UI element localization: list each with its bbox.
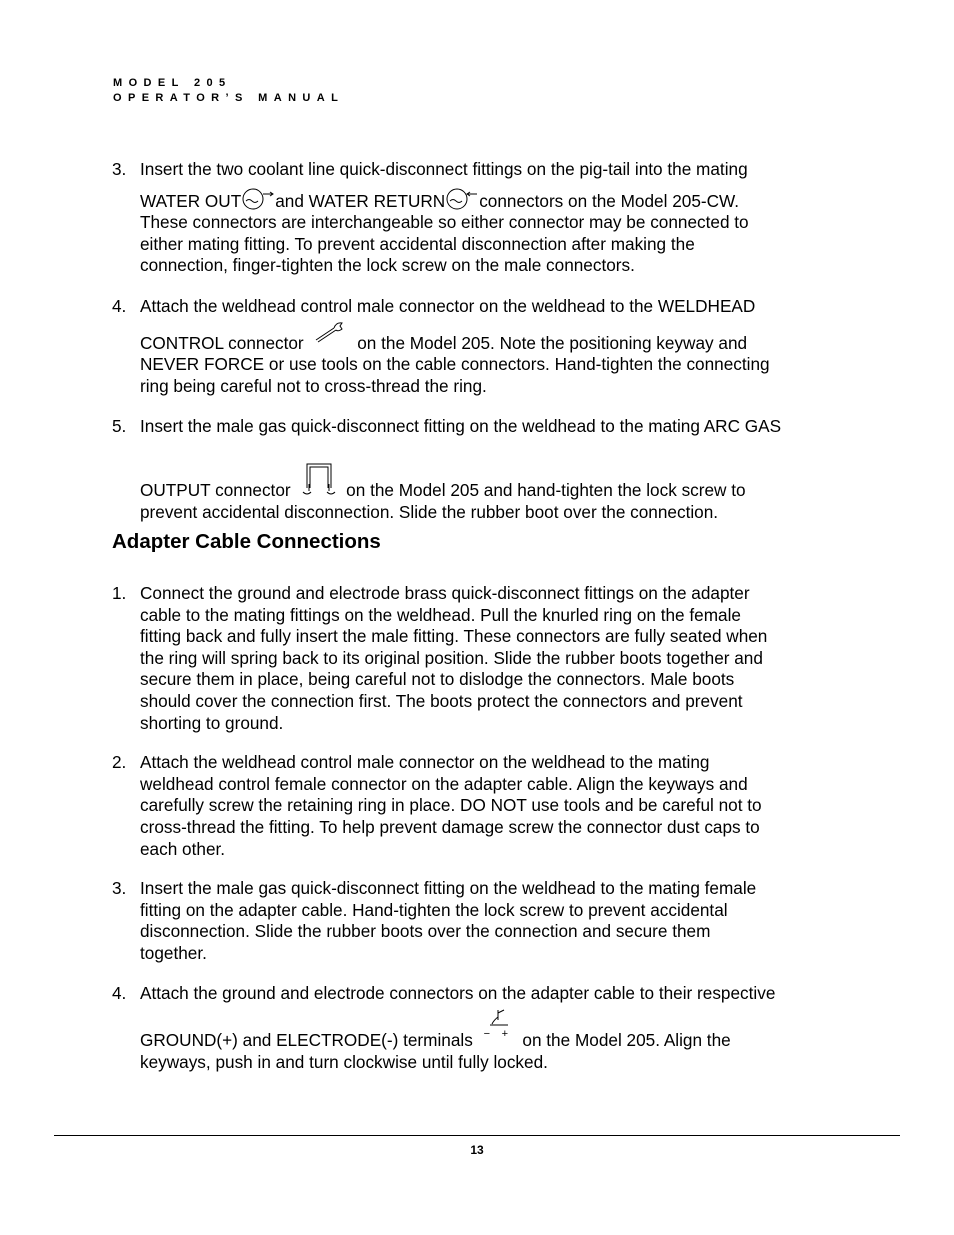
list-item bbox=[112, 296, 857, 397]
item-text: together. bbox=[140, 942, 207, 963]
weldhead-control-icon bbox=[314, 321, 346, 343]
terminal-minus-label: − bbox=[483, 1028, 491, 1041]
item-text: should cover the connection first. The boots protect the connectors and prevent bbox=[140, 690, 743, 711]
item-number: 1. bbox=[112, 583, 127, 603]
item-text: connectors on the Model 205-CW. bbox=[479, 190, 740, 211]
item-text-with-icons bbox=[140, 318, 857, 355]
item-text: prevent accidental disconnection. Slide the rubber boot over the connection. bbox=[140, 501, 719, 522]
item-text: Insert the male gas quick-disconnect fitting on the weldhead to the mating female bbox=[140, 878, 757, 899]
item-text: on the Model 205. Note the positioning keyway and bbox=[357, 332, 748, 353]
running-header bbox=[113, 76, 344, 106]
list-item bbox=[112, 583, 857, 734]
item-text: GROUND(+) and ELECTRODE(-) terminals bbox=[140, 1030, 473, 1051]
item-number: 2. bbox=[112, 752, 127, 773]
item-text-with-icons bbox=[140, 438, 857, 502]
item-number: 3. bbox=[112, 159, 127, 179]
item-text: Attach the weldhead control male connector on the weldhead to the mating bbox=[140, 752, 710, 773]
item-text: each other. bbox=[140, 838, 226, 859]
item-text: on the Model 205 and hand-tighten the lock screw to bbox=[346, 479, 746, 500]
item-number: 5. bbox=[112, 416, 127, 437]
item-text: CONTROL connector bbox=[140, 332, 304, 353]
arc-gas-output-icon bbox=[301, 460, 337, 498]
page-number: 13 bbox=[470, 1143, 484, 1157]
item-text: weldhead control female connector on the adapter cable. Align the keyways and bbox=[140, 773, 748, 794]
terminal-plus-label: + bbox=[501, 1028, 509, 1041]
item-text: carefully screw the retaining ring in place. DO NOT use tools and be careful not to bbox=[140, 795, 762, 816]
water-return-icon bbox=[445, 188, 479, 210]
item-text: fitting back and fully insert the male fitting. These connectors are fully seated when bbox=[140, 626, 768, 647]
header-model: MODEL 205 bbox=[113, 77, 232, 89]
item-text: the ring will spring back to its original position. Slide the rubber boots together and bbox=[140, 647, 763, 668]
item-text-with-icons bbox=[140, 1004, 857, 1052]
item-text: WATER OUT bbox=[140, 190, 242, 211]
item-text: OUTPUT connector bbox=[140, 479, 291, 500]
ground-electrode-terminal-icon bbox=[484, 1020, 514, 1050]
item-text: ring being careful not to cross-thread the ring. bbox=[140, 375, 487, 396]
item-text: Connect the ground and electrode brass quick-disconnect fittings on the adapter bbox=[140, 583, 750, 603]
item-text: cross-thread the fitting. To help prevent damage screw the connector dust caps to bbox=[140, 816, 760, 837]
header-manual-title: OPERATOR’S MANUAL bbox=[113, 92, 345, 104]
list-item bbox=[112, 159, 857, 277]
item-text: fitting on the adapter cable. Hand-tighten the lock screw to prevent accidental bbox=[140, 899, 728, 920]
item-text: cable to the mating fittings on the weldhead. Pull the knurled ring on the female bbox=[140, 604, 741, 625]
item-text: NEVER FORCE or use tools on the cable connectors. Hand-tighten the connecting bbox=[140, 354, 770, 375]
list-item bbox=[112, 416, 857, 523]
item-text: Insert the male gas quick-disconnect fitting on the weldhead to the mating ARC GAS bbox=[140, 416, 782, 437]
section-title: Adapter Cable Connections bbox=[112, 530, 381, 553]
item-text: Attach the ground and electrode connectors on the adapter cable to their respective bbox=[140, 982, 776, 1003]
item-text: connection, finger-tighten the lock screw on the male connectors. bbox=[140, 255, 635, 276]
list-item bbox=[112, 983, 857, 1074]
list-item bbox=[112, 752, 857, 860]
item-text: either mating fitting. To prevent accidental disconnection after making the bbox=[140, 233, 695, 254]
item-text: disconnection. Slide the rubber boots over the connection and secure them bbox=[140, 921, 711, 942]
water-out-icon bbox=[241, 188, 275, 210]
item-text: on the Model 205. Align the bbox=[522, 1030, 731, 1051]
item-text: Insert the two coolant line quick-disconnect fittings on the pig-tail into the mating bbox=[140, 159, 748, 179]
list-item bbox=[112, 878, 857, 964]
connection-steps-list bbox=[112, 159, 857, 523]
item-text: shorting to ground. bbox=[140, 712, 284, 733]
item-text: keyways, push in and turn clockwise until fully locked. bbox=[140, 1051, 548, 1072]
item-text-with-icons bbox=[140, 181, 857, 213]
item-text: secure them in place, being careful not to dislodge the connectors. Male boots bbox=[140, 669, 735, 690]
item-number: 4. bbox=[112, 295, 127, 316]
item-number: 3. bbox=[112, 878, 127, 899]
item-text: and WATER RETURN bbox=[275, 190, 446, 211]
item-text: Attach the weldhead control male connector on the weldhead to the WELDHEAD bbox=[140, 295, 756, 316]
item-number: 4. bbox=[112, 982, 127, 1003]
footer-divider bbox=[54, 1135, 900, 1136]
adapter-steps-list bbox=[112, 583, 857, 1073]
item-text: These connectors are interchangeable so either connector may be connected to bbox=[140, 212, 749, 233]
